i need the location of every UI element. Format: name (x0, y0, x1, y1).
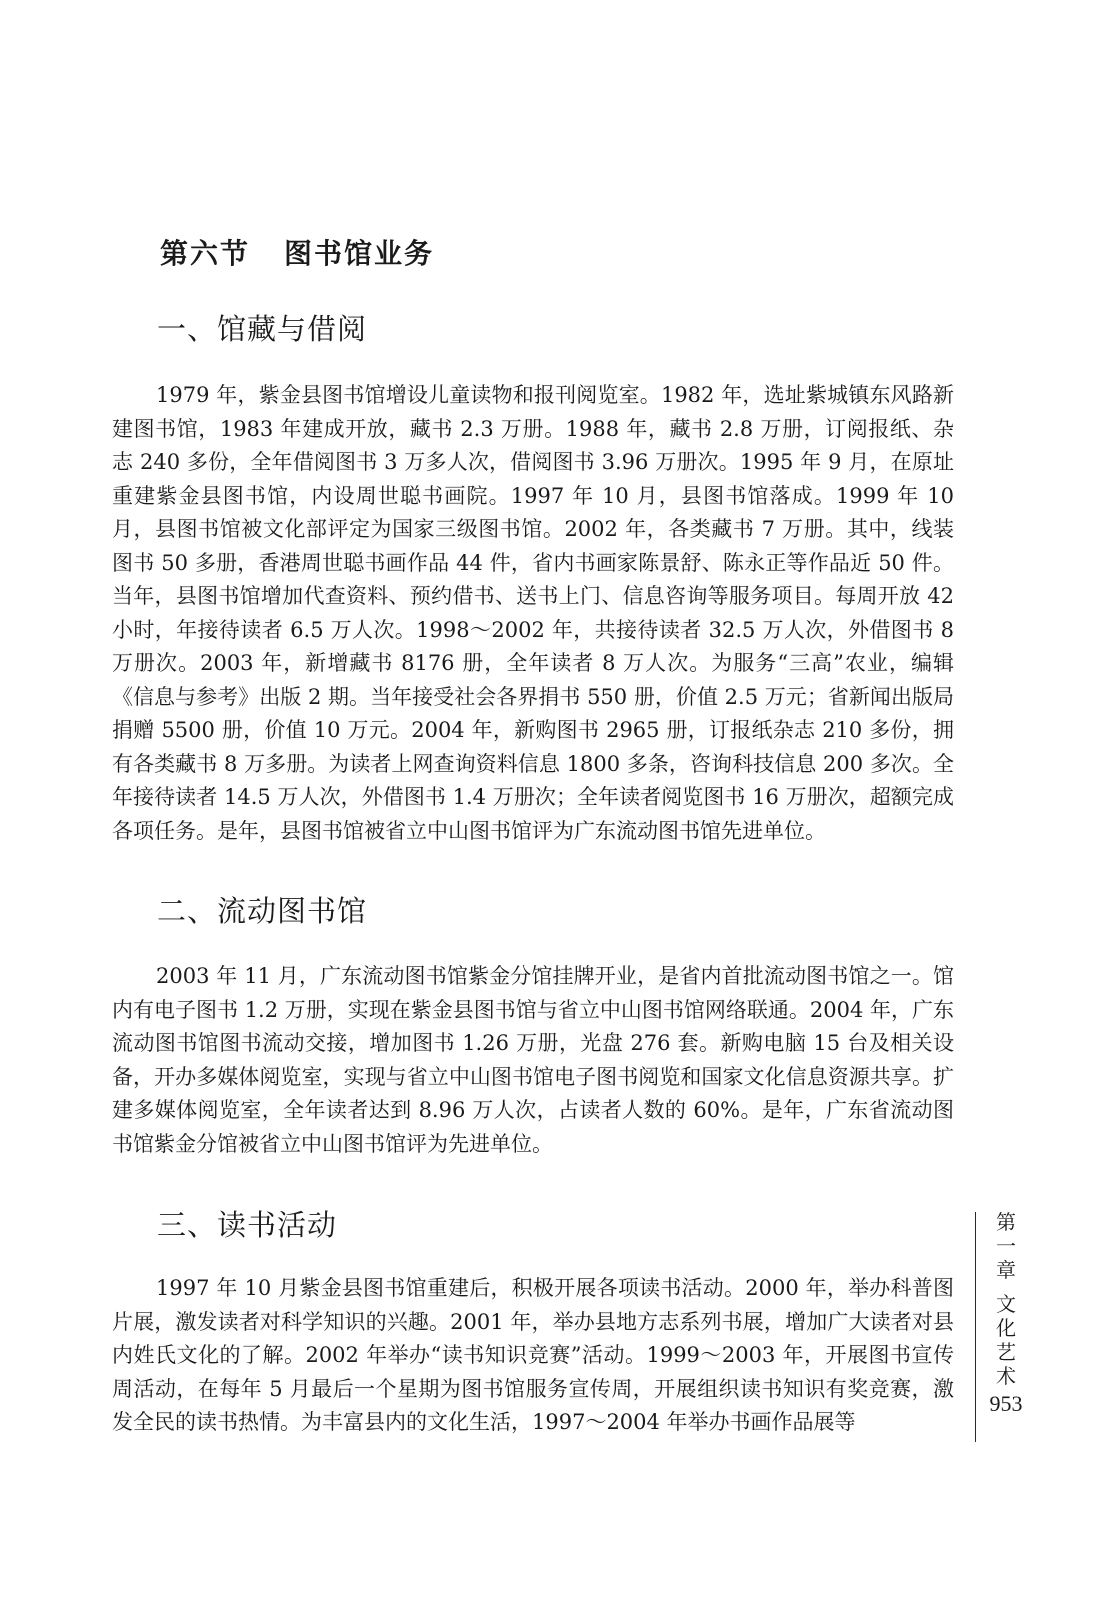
chapter-label: 第一章 (996, 1210, 1016, 1282)
paragraph-mobile-library: 2003 年 11 月，广东流动图书馆紫金分馆挂牌开业，是省内首批流动图书馆之一。馆内有电子图书 1.2 万册，实现在紫金县图书馆与省立中山图书馆网络联通。2004 年，广东流动图书馆图书流动交接，增加图书 1.26 万册，光盘 276 套。新购电脑 15 台及相关设备，开办多媒体阅览室，实现与省立中山图书馆电子图书阅览和国家文化信息资源共享。扩建多媒体阅览室，全年读者达到 8.96 万人次，占读者人数的 60%。是年，广东省流动图书馆紫金分馆被省立中山图书馆评为先进单位。 (112, 964, 954, 1156)
page-number: 953 (989, 1391, 1023, 1416)
section-name: 图书馆业务 (284, 237, 435, 270)
paragraph-collection: 1979 年，紫金县图书馆增设儿童读物和报刊阅览室。1982 年，选址紫城镇东风路新建图书馆，1983 年建成开放，藏书 2.3 万册。1988 年，藏书 2.8 万册，订阅报纸、杂志 240 多份，全年借阅图书 3 万多人次，借阅图书 3.96 万册次。1995 年 9 月，在原址重建紫金县图书馆，内设周世聪书画院。1997 年 10 月，县图书馆落成。1999 年 10 月，县图书馆被文化部评定为国家三级图书馆。2002 年，各类藏书 7 万册。其中，线装图书 50 多册，香港周世聪书画作品 44 件，省内书画家陈景舒、陈永正等作品近 50 件。当年，县图书馆增加代查资料、预约借书、送书上门、信息咨询等服务项目。每周开放 42 小时，年接待读者 6.5 万人次。1998～2002 年，共接待读者 32.5 万人次，外借图书 8 万册次。2003 年，新增藏书 8176 册，全年读者 8 万人次。为服务“三高”农业，编辑《信息与参考》出版 2 期。当年接受社会各界捐书 550 册，价值 2.5 万元；省新闻出版局捐赠 5500 册，价值 10 万元。2004 年，新购图书 2965 册，订报纸杂志 210 多份，拥有各类藏书 8 万多册。为读者上网查询资料信息 1800 多条，咨询科技信息 200 多次。全年接待读者 14.5 万人次，外借图书 1.4 万册次；全年读者阅览图书 16 万册次，超额完成各项任务。是年，县图书馆被省立中山图书馆评为广东流动图书馆先进单位。 (112, 383, 954, 843)
subsection-heading-collection: 一、馆藏与借阅 (157, 312, 368, 346)
section-title (160, 232, 434, 272)
topic-label: 文化艺术 (996, 1292, 1016, 1388)
margin-divider (975, 1212, 976, 1442)
subsection-heading-mobile-library: 二、流动图书馆 (157, 894, 368, 928)
paragraph-reading-activities: 1997 年 10 月紫金县图书馆重建后，积极开展各项读书活动。2000 年，举办科普图片展，激发读者对科学知识的兴趣。2001 年，举办县地方志系列书展，增加广大读者对县内姓氏文化的了解。2002 年举办“读书知识竞赛”活动。1999～2003 年，开展图书宣传周活动，在每年 5 月最后一个星期为图书馆服务宣传周，开展组织读书知识有奖竞赛，激发全民的读书热情。为丰富县内的文化生活，1997～2004 年举办书画作品展等 (112, 1276, 954, 1434)
section-number: 第六节 (160, 237, 251, 270)
subsection-heading-reading-activities: 三、读书活动 (157, 1208, 338, 1242)
